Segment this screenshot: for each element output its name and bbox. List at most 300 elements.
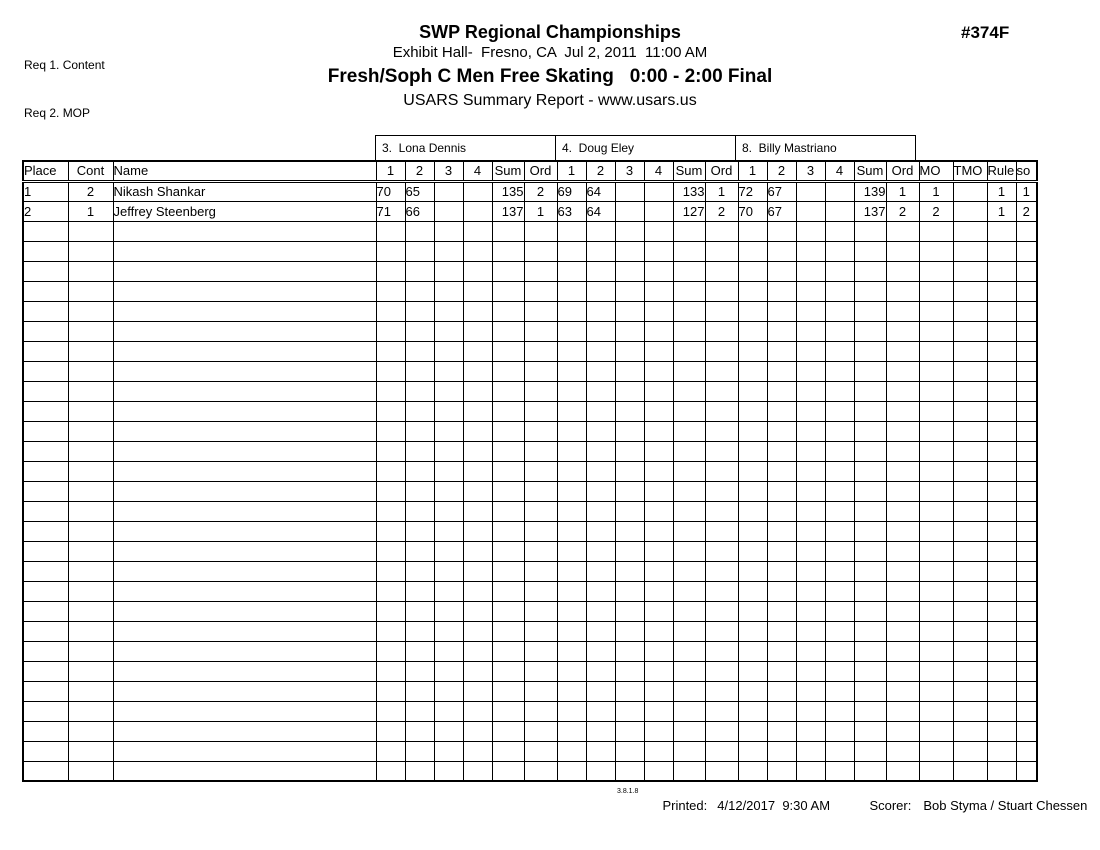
judge-sum-cell [492, 381, 524, 401]
judge-score-cell [615, 221, 644, 241]
judge-score-cell [738, 761, 767, 781]
judge-score-cell [767, 321, 796, 341]
empty-row [23, 501, 1037, 521]
cont-cell: 2 [68, 181, 113, 201]
tmo-cell [953, 561, 987, 581]
judge-score-cell [463, 661, 492, 681]
title-block [0, 22, 1100, 111]
judge-sum-cell [673, 681, 705, 701]
place-cell: 2 [23, 201, 68, 221]
judge-score-cell [376, 481, 405, 501]
judge-score-cell [825, 721, 854, 741]
judge-score-cell [376, 341, 405, 361]
judge-score-cell [557, 661, 586, 681]
judge-ord-cell [705, 621, 738, 641]
judge-ord-cell [524, 621, 557, 641]
tmo-cell [953, 661, 987, 681]
judge-score-cell [434, 621, 463, 641]
so-cell [1016, 461, 1037, 481]
rule-cell [987, 741, 1016, 761]
judge-score-cell [767, 241, 796, 261]
judge-ord-cell [524, 241, 557, 261]
col-header-score-4: 4 [463, 161, 492, 181]
judge-score-cell [738, 381, 767, 401]
place-cell [23, 741, 68, 761]
judge-score-cell [825, 601, 854, 621]
mo-cell [919, 381, 953, 401]
judge-sum-cell [854, 421, 886, 441]
judge-score-cell [376, 361, 405, 381]
judge-score-cell [434, 281, 463, 301]
judge-score-cell [434, 521, 463, 541]
judge-score-cell [434, 261, 463, 281]
empty-row [23, 441, 1037, 461]
tmo-cell [953, 541, 987, 561]
judge-score-cell [644, 301, 673, 321]
judge-score-cell [796, 221, 825, 241]
so-cell [1016, 661, 1037, 681]
judge-score-cell [405, 421, 434, 441]
col-header-ord: Ord [886, 161, 919, 181]
judge-score-cell [796, 361, 825, 381]
col-header-sum: Sum [673, 161, 705, 181]
judge-score-cell [738, 641, 767, 661]
judge-score-cell: 66 [405, 201, 434, 221]
mo-cell [919, 541, 953, 561]
judge-score-cell [644, 641, 673, 661]
empty-row [23, 741, 1037, 761]
table-row [23, 181, 1037, 201]
so-cell [1016, 761, 1037, 781]
judge-score-cell [586, 241, 615, 261]
score-table [22, 160, 1038, 782]
judge-score-cell [557, 261, 586, 281]
judge-score-cell [825, 481, 854, 501]
requirement-line-2: Req 2. MOP [24, 106, 91, 120]
so-cell [1016, 401, 1037, 421]
judge-score-cell [644, 721, 673, 741]
name-cell [113, 301, 376, 321]
judge-sum-cell [492, 361, 524, 381]
judge-score-cell [644, 561, 673, 581]
cont-cell [68, 541, 113, 561]
col-header-mo: MO [919, 161, 953, 181]
tmo-cell [953, 281, 987, 301]
judge-sum-cell [492, 401, 524, 421]
report-number: #374F [961, 23, 1010, 42]
judge-score-cell [615, 621, 644, 641]
judge-score-cell [376, 681, 405, 701]
judge-score-cell [557, 641, 586, 661]
judge-ord-cell [705, 381, 738, 401]
judge-score-cell [767, 381, 796, 401]
empty-row [23, 541, 1037, 561]
judge-score-cell [405, 381, 434, 401]
judge-score-cell [405, 221, 434, 241]
judge-score-cell [738, 501, 767, 521]
judge-score-cell [376, 581, 405, 601]
judge-ord-cell [705, 521, 738, 541]
judge-score-cell [586, 601, 615, 621]
judge-score-cell [586, 281, 615, 301]
judge-sum-cell [673, 621, 705, 641]
tmo-cell [953, 521, 987, 541]
judge-score-cell [463, 701, 492, 721]
judge-score-cell [615, 301, 644, 321]
so-cell [1016, 721, 1037, 741]
rule-cell [987, 281, 1016, 301]
so-cell [1016, 321, 1037, 341]
name-cell [113, 581, 376, 601]
judge-score-cell [405, 281, 434, 301]
judge-score-cell [434, 481, 463, 501]
judge-score-cell [644, 521, 673, 541]
judge-ord-cell [886, 741, 919, 761]
judge-ord-cell [886, 621, 919, 641]
judge-sum-cell [854, 701, 886, 721]
judge-score-cell [434, 601, 463, 621]
judge-score-cell [767, 521, 796, 541]
judge-score-cell [615, 381, 644, 401]
judge-score-cell [825, 761, 854, 781]
judge-score-cell [615, 721, 644, 741]
place-cell [23, 561, 68, 581]
tmo-cell [953, 221, 987, 241]
judge-sum-cell [854, 321, 886, 341]
judge-score-cell [586, 321, 615, 341]
judge-score-cell [586, 461, 615, 481]
judge-ord-cell [524, 381, 557, 401]
judge-score-cell [586, 621, 615, 641]
judge-score-cell [644, 501, 673, 521]
judge-score-cell [738, 421, 767, 441]
name-cell [113, 621, 376, 641]
judge-score-cell [463, 441, 492, 461]
judge-score-cell [796, 701, 825, 721]
judge-score-cell [615, 741, 644, 761]
empty-row [23, 681, 1037, 701]
tmo-cell [953, 261, 987, 281]
judge-score-cell [615, 281, 644, 301]
judge-ord-cell [705, 601, 738, 621]
judge-score-cell [586, 441, 615, 461]
judge-ord-cell [705, 341, 738, 361]
cont-cell [68, 521, 113, 541]
judge-ord-cell [886, 681, 919, 701]
judge-ord-cell [524, 701, 557, 721]
judge-ord-cell [705, 241, 738, 261]
judge-score-cell [586, 741, 615, 761]
judge-score-cell: 71 [376, 201, 405, 221]
mo-cell [919, 521, 953, 541]
judge-sum-cell [854, 501, 886, 521]
header-row [23, 161, 1037, 181]
judge-score-cell [557, 581, 586, 601]
judge-score-cell: 63 [557, 201, 586, 221]
judge-ord-cell [886, 601, 919, 621]
cont-cell [68, 621, 113, 641]
judge-score-cell [405, 441, 434, 461]
judge-score-cell [586, 701, 615, 721]
name-cell [113, 541, 376, 561]
cont-cell [68, 461, 113, 481]
judge-score-cell: 72 [738, 181, 767, 201]
judge-ord-cell [524, 761, 557, 781]
name-cell [113, 721, 376, 741]
judge-score-cell [825, 561, 854, 581]
judge-sum-cell [854, 261, 886, 281]
empty-row [23, 521, 1037, 541]
name-cell [113, 321, 376, 341]
judge-ord-cell [886, 501, 919, 521]
judge-score-cell [557, 501, 586, 521]
judge-sum-cell [673, 481, 705, 501]
judge-ord-cell [524, 281, 557, 301]
judge-ord-cell [524, 341, 557, 361]
judge-ord-cell: 1 [886, 181, 919, 201]
judge-ord-cell [886, 421, 919, 441]
judge-sum-cell [673, 661, 705, 681]
judge-score-cell [644, 701, 673, 721]
empty-row [23, 301, 1037, 321]
judge-sum-cell [854, 281, 886, 301]
judge-score-cell [615, 521, 644, 541]
judge-score-cell [738, 721, 767, 741]
cont-cell [68, 381, 113, 401]
judge-score-cell [738, 341, 767, 361]
tmo-cell [953, 301, 987, 321]
judge-score-cell [767, 561, 796, 581]
judge-score-cell [796, 321, 825, 341]
judge-score-cell [376, 521, 405, 541]
judge-score-cell [557, 241, 586, 261]
cont-cell [68, 661, 113, 681]
judge-score-cell [376, 721, 405, 741]
name-cell [113, 401, 376, 421]
judge-score-cell [557, 441, 586, 461]
judge-score-cell [825, 441, 854, 461]
judge-score-cell [825, 261, 854, 281]
judge-ord-cell [705, 561, 738, 581]
judge-score-cell [586, 401, 615, 421]
version-number: 3.8.1.8 [617, 788, 639, 795]
judge-score-cell [644, 341, 673, 361]
judge-score-cell [434, 741, 463, 761]
name-cell [113, 521, 376, 541]
judge-ord-cell [886, 521, 919, 541]
judge-ord-cell [705, 361, 738, 381]
judge-score-cell [796, 481, 825, 501]
judge-score-cell [796, 441, 825, 461]
empty-row [23, 321, 1037, 341]
judge-score-cell [615, 241, 644, 261]
rule-cell [987, 501, 1016, 521]
empty-row [23, 361, 1037, 381]
rule-cell [987, 361, 1016, 381]
place-cell [23, 401, 68, 421]
judge-sum-cell [673, 741, 705, 761]
empty-row [23, 641, 1037, 661]
judge-score-cell [644, 401, 673, 421]
judge-score-cell [738, 541, 767, 561]
name-cell [113, 741, 376, 761]
judge-score-cell [767, 481, 796, 501]
judge-score-cell [376, 741, 405, 761]
judge-ord-cell [524, 541, 557, 561]
judge-score-cell [376, 381, 405, 401]
judge-score-cell [586, 361, 615, 381]
place-cell [23, 461, 68, 481]
judge-score-cell [586, 301, 615, 321]
judge-score-cell [738, 361, 767, 381]
judge-sum-cell [673, 581, 705, 601]
judge-ord-cell [524, 421, 557, 441]
rule-cell [987, 541, 1016, 561]
name-cell [113, 421, 376, 441]
judge-sum-cell [492, 601, 524, 621]
judge-score-cell [434, 241, 463, 261]
judge-ord-cell [705, 761, 738, 781]
judge-score-cell [405, 481, 434, 501]
tmo-cell [953, 241, 987, 261]
judge-ord-cell [705, 221, 738, 241]
judge-score-cell [376, 401, 405, 421]
judge-sum-cell [492, 441, 524, 461]
judge-score-cell [796, 741, 825, 761]
judge-score-cell [463, 721, 492, 741]
judge-sum-cell [492, 761, 524, 781]
empty-row [23, 721, 1037, 741]
judge-ord-cell [886, 441, 919, 461]
judge-box-2: 4. Doug Eley [555, 135, 736, 160]
so-cell [1016, 281, 1037, 301]
judge-score-cell [434, 381, 463, 401]
tmo-cell [953, 721, 987, 741]
judge-score-cell [767, 421, 796, 441]
judge-sum-cell [854, 601, 886, 621]
judge-score-cell [615, 461, 644, 481]
judge-score-cell [463, 461, 492, 481]
judge-score-cell [405, 301, 434, 321]
judge-score-cell [825, 421, 854, 441]
judge-sum-cell [492, 621, 524, 641]
judge-score-cell [405, 261, 434, 281]
printed-label: Printed: [662, 798, 708, 813]
judge-score-cell [586, 341, 615, 361]
mo-cell [919, 641, 953, 661]
judge-ord-cell: 2 [886, 201, 919, 221]
judge-score-cell [644, 181, 673, 201]
judge-score-cell [615, 561, 644, 581]
judge-sum-cell [673, 721, 705, 741]
judge-sum-cell [492, 321, 524, 341]
judge-score-cell [463, 341, 492, 361]
score-table-header [23, 161, 1037, 181]
mo-cell [919, 321, 953, 341]
judge-score-cell [767, 261, 796, 281]
judge-score-cell [767, 501, 796, 521]
judge-ord-cell [886, 581, 919, 601]
judge-score-cell [796, 341, 825, 361]
judge-score-cell [644, 221, 673, 241]
judge-score-cell [405, 501, 434, 521]
judge-score-cell [796, 661, 825, 681]
judge-score-cell [738, 481, 767, 501]
rule-cell [987, 301, 1016, 321]
judge-score-cell [738, 741, 767, 761]
judge-score-cell [644, 321, 673, 341]
judge-sum-cell [854, 481, 886, 501]
judge-score-cell [825, 681, 854, 701]
judge-ord-cell [886, 381, 919, 401]
judge-score-cell [615, 421, 644, 441]
name-cell [113, 641, 376, 661]
scorer-line [855, 783, 1087, 828]
judge-ord-cell [886, 221, 919, 241]
col-header-score-3: 3 [434, 161, 463, 181]
name-cell [113, 461, 376, 481]
judge-score-cell [557, 561, 586, 581]
judge-sum-cell [673, 221, 705, 241]
tmo-cell [953, 181, 987, 201]
judge-ord-cell [705, 741, 738, 761]
judge-score-cell [557, 721, 586, 741]
place-cell [23, 721, 68, 741]
judge-score-cell [767, 361, 796, 381]
judge-score-cell [376, 561, 405, 581]
judge-score-cell [615, 541, 644, 561]
judge-score-cell [434, 361, 463, 381]
tmo-cell [953, 461, 987, 481]
judge-score-cell [405, 721, 434, 741]
judge-score-cell [644, 201, 673, 221]
judge-score-cell [586, 521, 615, 541]
col-header-sum: Sum [854, 161, 886, 181]
judge-ord-cell [524, 521, 557, 541]
judge-ord-cell [886, 401, 919, 421]
col-header-place: Place [23, 161, 68, 181]
judge-ord-cell: 1 [705, 181, 738, 201]
judge-score-cell [376, 281, 405, 301]
tmo-cell [953, 701, 987, 721]
judge-score-cell [615, 341, 644, 361]
judge-score-cell [796, 681, 825, 701]
judge-score-cell [434, 461, 463, 481]
judge-score-cell [796, 581, 825, 601]
judge-sum-cell [492, 721, 524, 741]
so-cell [1016, 441, 1037, 461]
judge-score-cell [557, 381, 586, 401]
cont-cell [68, 701, 113, 721]
judge-score-cell [405, 741, 434, 761]
judge-score-cell [644, 541, 673, 561]
judge-sum-cell [854, 341, 886, 361]
mo-cell [919, 221, 953, 241]
tmo-cell [953, 341, 987, 361]
judge-score-cell [376, 221, 405, 241]
judge-score-cell [825, 521, 854, 541]
name-cell [113, 281, 376, 301]
mo-cell [919, 621, 953, 641]
judge-score-cell [463, 281, 492, 301]
judge-score-cell [463, 741, 492, 761]
judge-ord-cell [886, 761, 919, 781]
judge-ord-cell [524, 501, 557, 521]
judge-sum-cell [492, 541, 524, 561]
judge-ord-cell [524, 601, 557, 621]
judge-sum-cell [854, 381, 886, 401]
judge-sum-cell: 135 [492, 181, 524, 201]
